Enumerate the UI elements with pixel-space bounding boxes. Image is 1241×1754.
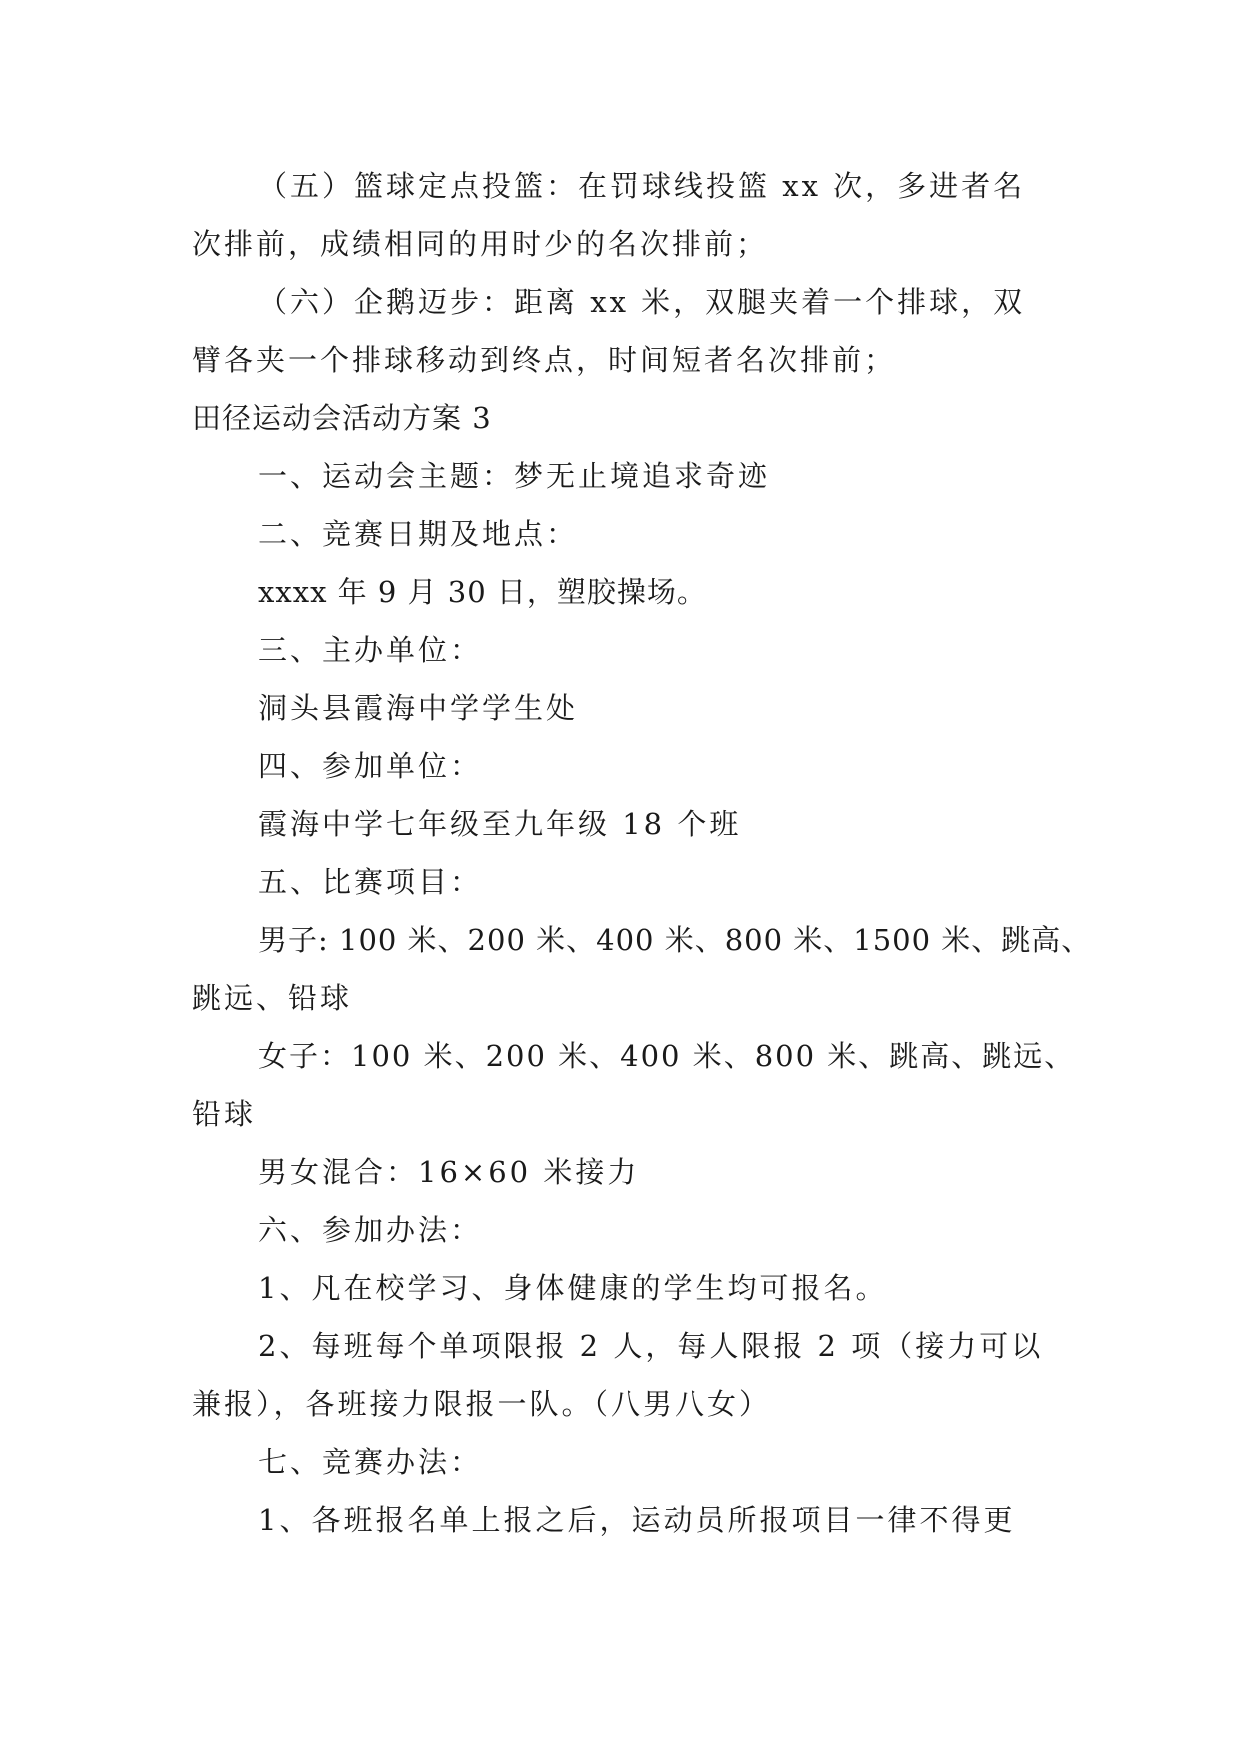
text-line: 男子: 100 米、200 米、400 米、800 米、1500 米、跳高、: [258, 923, 1092, 957]
text-line: 2、每班每个单项限报 2 人，每人限报 2 项（接力可以: [258, 1329, 1044, 1363]
text-line: 兼报），各班接力限报一队。（八男八女）: [192, 1387, 772, 1421]
text-line: 洞头县霞海中学学生处: [258, 691, 579, 725]
text-line: （六）企鹅迈步：距离 xx 米，双腿夹着一个排球，双: [258, 285, 1026, 319]
text-line: 三、主办单位：: [258, 633, 483, 667]
text-line: 一、运动会主题：梦无止境追求奇迹: [258, 459, 771, 493]
text-line: 二、竞赛日期及地点：: [258, 517, 579, 551]
text-line: 男女混合：16×60 米接力: [258, 1155, 640, 1189]
text-line: （五）篮球定点投篮：在罚球线投篮 xx 次，多进者名: [258, 169, 1026, 203]
section-heading: 田径运动会活动方案 3: [192, 401, 492, 435]
text-line: 臂各夹一个排球移动到终点，时间短者名次排前；: [192, 343, 897, 377]
text-line: 跳远、铅球: [192, 981, 353, 1015]
text-line: 四、参加单位：: [258, 749, 483, 783]
text-line: 霞海中学七年级至九年级 18 个班: [258, 807, 742, 841]
text-line: 五、比赛项目：: [258, 865, 483, 899]
text-line: 六、参加办法：: [258, 1213, 483, 1247]
text-line: 1、凡在校学习、身体健康的学生均可报名。: [258, 1271, 888, 1305]
text-line: 次排前，成绩相同的用时少的名次排前；: [192, 227, 769, 261]
text-line: 女子：100 米、200 米、400 米、800 米、跳高、跳远、: [258, 1039, 1076, 1073]
text-line: 铅球: [192, 1097, 257, 1131]
text-line: 七、竞赛办法：: [258, 1445, 483, 1479]
text-line: xxxx 年 9 月 30 日，塑胶操场。: [258, 575, 707, 609]
text-line: 1、各班报名单上报之后，运动员所报项目一律不得更: [258, 1503, 1016, 1537]
